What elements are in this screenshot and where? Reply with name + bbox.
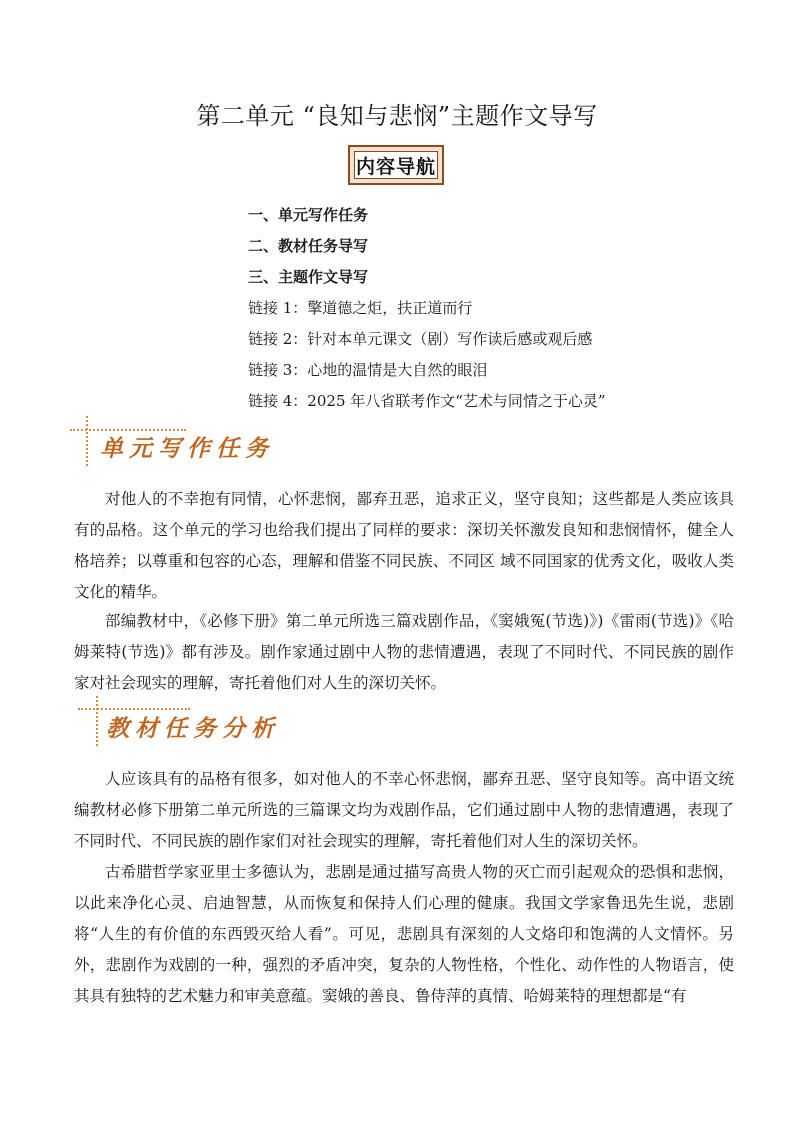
paragraph: 古希腊哲学家亚里士多德认为，悲剧是通过描写高贵人物的灭亡而引起观众的恐惧和悲悯，以此来净化心灵、启迪智慧，从而恢复和保持人们心理的健康。我国文学家鲁迅先生说，悲剧将“人生的有价值的东西毁灭给人看”。可见，悲剧具有深刻的人文烙印和饱满的人文情怀。另外，悲剧作为戏剧的一种，强烈的矛盾冲突，复杂的人物性格，个性化、动作性的人物语言，使其具有独特的艺术魅力和审美意蕴。窦娥的善良、鲁侍萍的真情、哈姆莱特的理想都是“有 [74,863,734,1005]
document-title: 第二单元 “良知与悲悯”主题作文导写 [196,102,598,130]
toc-link: 链接 4：2025 年八省联考作文“艺术与同情之于心灵” [248,392,606,410]
section-heading-2 [66,696,366,758]
paragraph: 部编教材中，《必修下册》第二单元所选三篇戏剧作品，《窦娥冤(节选)》)《雷雨(节选)》《哈姆莱特(节选)》都有涉及。剧作家通过剧中人物的悲情遭遇，表现了不同时代、不同民族的剧作家对社会现实的理解，寄托着他们对人生的深切关怀。 [74,612,734,692]
toc-item: 一、单元写作任务 [248,206,369,224]
content-nav-badge [348,145,444,185]
toc-link: 链接 3：心地的温情是大自然的眼泪 [248,361,488,379]
toc-item: 三、主题作文导写 [248,268,369,286]
toc-link: 链接 2：针对本单元课文（剧）写作读后感或观后感 [248,330,593,348]
section-title: 教材任务分析 [106,715,280,742]
paragraph: 对他人的不幸抱有同情，心怀悲悯，鄙弃丑恶，追求正义，坚守良知；这些都是人类应该具有的品格。这个单元的学习也给我们提出了同样的要求：深切关怀激发良知和悲悯情怀，健全人格培养；以尊重和包容的心态，理解和借鉴不同民族、不同区 域不同国家的优秀文化，吸收人类文化的精华。 [74,490,734,601]
section-title: 单元写作任务 [100,435,274,462]
table-of-contents [248,203,728,420]
dotted-divider [86,416,88,466]
section-heading-1 [66,416,366,478]
dotted-divider [96,696,98,746]
toc-item: 二、教材任务导写 [248,237,369,255]
toc-link: 链接 1：擎道德之炬，扶正道而行 [248,299,473,317]
content-nav-label: 内容导航 [354,151,438,179]
paragraph: 人应该具有的品格有很多，如对他人的不幸心怀悲悯，鄙弃丑恶、坚守良知等。高中语文统编教材必修下册第二单元所选的三篇课文均为戏剧作品，它们通过剧中人物的悲情遭遇，表现了不同时代、不同民族的剧作家们对社会现实的理解，寄托着他们对人生的深切关怀。 [74,770,734,850]
